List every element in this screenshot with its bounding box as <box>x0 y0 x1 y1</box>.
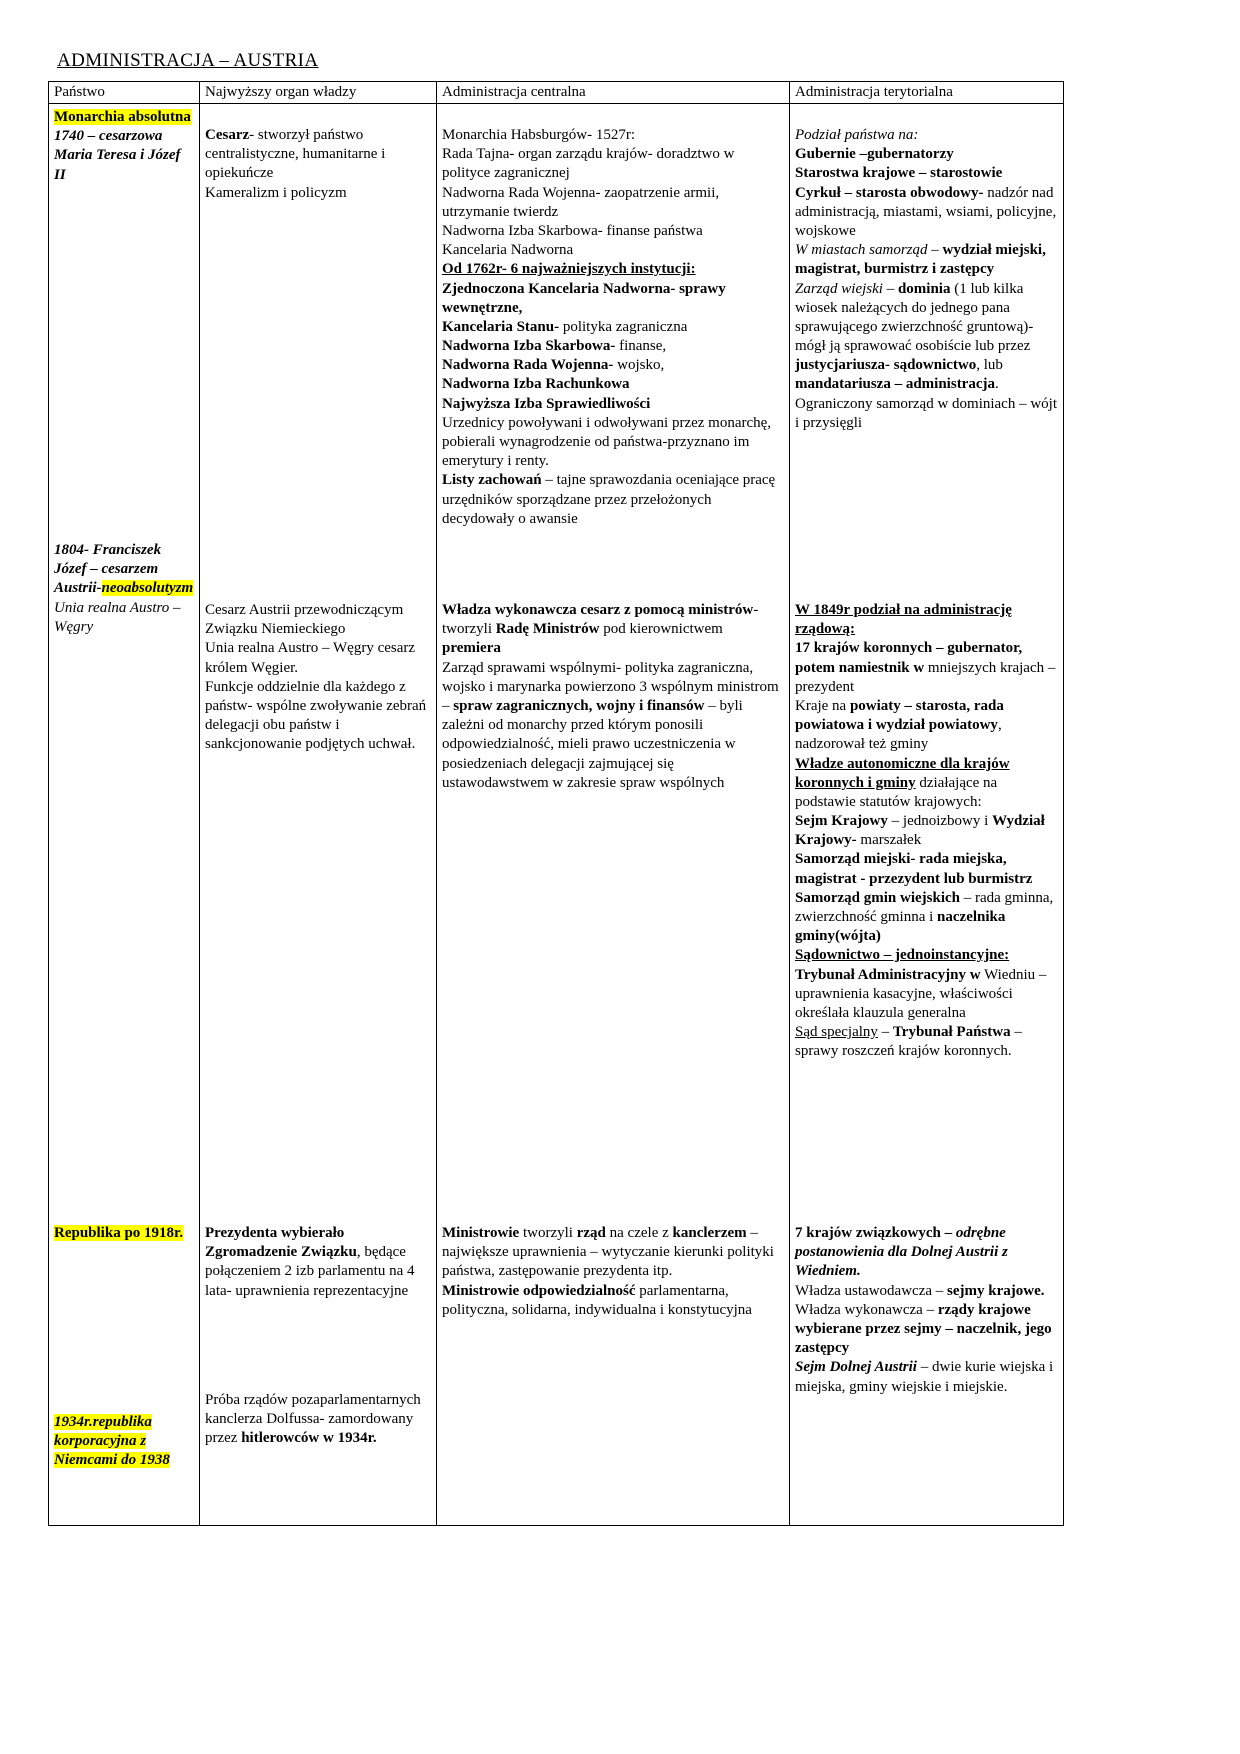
text-segment: Kancelaria Nadworna <box>442 242 574 259</box>
text-segment: – <box>927 242 943 259</box>
text-segment: Radę Ministrów <box>495 621 600 638</box>
text-segment: – <box>877 1024 893 1041</box>
text-segment: nadzór nad administracją, miastami, wsiami, policyjne, wojskowe <box>795 184 1057 239</box>
cell-panstwo-republika-korporacyjna <box>54 1413 194 1471</box>
text-segment: – <box>882 280 898 297</box>
text-segment: polityka zagraniczna <box>559 318 688 335</box>
text-segment: , nadzorował też gminy <box>795 717 1002 753</box>
cell-panstwo-neoabsolutyzm <box>54 541 194 637</box>
text-segment: Wiedniu – uprawnienia kasacyjne, właściwości określała klauzula generalna <box>795 966 1047 1021</box>
paragraph <box>54 599 194 637</box>
paragraph <box>442 395 784 414</box>
paragraph <box>795 184 1058 242</box>
text-segment: Gubernie –gubernatorzy <box>795 146 954 163</box>
paragraph <box>795 395 1058 433</box>
text-segment: hitlerowców w 1934r. <box>241 1430 377 1447</box>
text-segment: 17 krajów koronnych – gubernator, potem namiestnik w <box>795 640 1023 676</box>
paragraph <box>795 889 1058 947</box>
paragraph <box>205 601 431 639</box>
text-segment: Kancelaria Stanu- <box>442 318 560 335</box>
text-segment: parlamentarna, polityczna, solidarna, indywidualna i konstytucyjna <box>442 1282 752 1318</box>
text-segment: Zarząd wiejski <box>795 280 883 297</box>
paragraph <box>442 414 784 472</box>
paragraph <box>795 241 1058 279</box>
text-segment: – rada gminna, zwierzchność gminna i <box>795 889 1054 925</box>
text-segment: . <box>995 376 999 393</box>
cell-organ-era3 <box>205 1224 431 1301</box>
paragraph <box>54 1413 194 1471</box>
header-administracja-terytorialna: Administracja terytorialna <box>795 84 953 100</box>
text-segment: Ministrowie <box>442 1225 520 1241</box>
text-segment: kanclerzem <box>672 1225 747 1241</box>
text-segment: , lub <box>976 357 1003 374</box>
paragraph <box>795 812 1058 850</box>
text-segment: Trybunał Administracyjny w <box>795 966 981 983</box>
text-segment: Starostwa krajowe – starostowie <box>795 165 1003 182</box>
text-segment: - stworzył państwo centralistyczne, humanitarne i opiekuńcze <box>205 127 386 182</box>
text-segment: Sejm Dolnej Austrii <box>795 1359 917 1376</box>
text-segment: Prezydenta wybierało Zgromadzenie Związku <box>205 1225 357 1261</box>
text-segment: – jednoizbowy i <box>887 813 993 830</box>
column-administracja-terytorialna <box>790 104 1063 1525</box>
paragraph <box>795 946 1058 965</box>
text-segment: Ograniczony samorząd w dominiach – wójt i przysięgli <box>795 395 1058 431</box>
cell-organ-era1 <box>205 126 431 203</box>
paragraph <box>54 108 194 127</box>
text-segment: – byli zależni od monarchy przed którym ponosili odpowiedzialność, mieli prawo uczestniczenia w posiedzeniach delegacji zajmującej się ustawodawstwem w zakresie spraw wspólnych <box>442 697 743 791</box>
text-segment: Kameralizm i policyzm <box>205 184 347 201</box>
paragraph <box>442 241 784 260</box>
text-segment: Cesarz Austrii przewodniczącym Związku Niemieckiego <box>205 602 404 638</box>
paragraph <box>795 1224 1058 1282</box>
text-segment: Władze autonomiczne dla krajów koronnych i gminy <box>795 755 1010 791</box>
text-segment: mniejszych krajach – prezydent <box>795 659 1056 695</box>
paragraph <box>795 280 1058 395</box>
text-segment: Ministrowie odpowiedzialność <box>442 1282 636 1299</box>
text-segment: neoabsolutyzm <box>101 580 194 597</box>
header-administracja-centralna: Administracja centralna <box>437 82 790 103</box>
paragraph <box>442 601 784 659</box>
text-segment: Próba rządów pozaparlamentarnych kanclerza Dolfussa- zamordowany przez <box>205 1392 421 1447</box>
text-segment: Nadworna Izba Rachunkowa <box>442 376 630 393</box>
text-segment: –sprawy roszczeń krajów koronnych. <box>795 1024 1022 1060</box>
text-segment: Unia realna Austro – Węgry cesarz królem Węgier. <box>205 640 416 676</box>
header-panstwo: Państwo <box>49 82 200 103</box>
cell-panstwo-republika <box>54 1224 194 1243</box>
text-segment: Rada Tajna- organ zarządu krajów- doradztwo w polityce zagranicznej <box>442 146 735 182</box>
text-segment: 7 krajów związkowych – <box>795 1225 953 1241</box>
text-segment: – największe uprawnienia – wytyczanie kierunki polityki państwa, zastępowanie prezydenta itp. <box>442 1225 774 1280</box>
paragraph <box>54 1224 194 1243</box>
paragraph <box>795 601 1058 639</box>
page-title: ADMINISTRACJA – AUSTRIA <box>57 50 319 71</box>
text-segment: W 1849r podział na administrację rządową: <box>795 602 1012 638</box>
text-segment: Wydział Krajowy- <box>795 813 1045 849</box>
text-segment: Władza ustawodawcza – <box>795 1282 948 1299</box>
text-segment: – tajne sprawozdania oceniające pracę urzędników sporządzane przez przełożonych decydowały o awansie <box>442 472 776 527</box>
text-segment: Nadworna Izba Skarbowa- <box>442 338 616 355</box>
text-segment: spraw zagranicznych, wojny i finansów <box>453 697 705 714</box>
text-segment: 1804- Franciszek Józef – cesarzem Austrii- <box>54 542 162 597</box>
paragraph <box>442 1282 784 1320</box>
text-segment: Najwyższa Izba Sprawiedliwości <box>442 395 651 412</box>
text-segment: Unia realna Austro – Węgry <box>54 599 181 635</box>
text-segment: działające na podstawie statutów krajowych: <box>795 774 998 810</box>
paragraph <box>205 1391 431 1449</box>
text-segment: (1 lub kilka wiosek należących do jednego pana sprawującego zwierzchność gruntową)- mógł ją sprawować osobiście lub przez <box>795 280 1034 355</box>
text-segment: Kraje na <box>795 697 850 714</box>
paragraph <box>795 639 1058 697</box>
paragraph <box>442 222 784 241</box>
cell-panstwo-monarchia-absolutna <box>54 108 194 185</box>
text-segment: Zarząd sprawami wspólnymi- polityka zagraniczna, wojsko i marynarka powierzono 3 wspólnym ministrom – <box>442 659 779 714</box>
header-najwyzszy-organ: Najwyższy organ władzy <box>200 82 437 103</box>
table-header-row <box>49 82 1063 104</box>
text-segment: Monarchia absolutna <box>54 109 191 125</box>
paragraph <box>54 127 194 185</box>
text-segment: Nadworna Rada Wojenna- zaopatrzenie armii, utrzymanie twierdz <box>442 184 720 220</box>
column-najwyzszy-organ <box>200 104 437 1525</box>
paragraph <box>442 126 784 145</box>
cell-organ-era2 <box>205 601 431 755</box>
text-segment: wojsko, <box>613 357 665 374</box>
text-segment: wydział miejski, magistrat, burmistrz i zastępcy <box>795 242 1046 278</box>
text-segment: dominia <box>897 280 951 297</box>
text-segment: 1740 – cesarzowa Maria Teresa i Józef II <box>54 128 181 183</box>
text-segment: Samorząd miejski- rada miejska, magistrat - przezydent lub burmistrz <box>795 851 1033 887</box>
paragraph <box>205 639 431 677</box>
text-segment: rząd <box>576 1225 606 1241</box>
paragraph <box>205 184 431 203</box>
cell-terytorialna-era2 <box>795 601 1058 1062</box>
paragraph <box>442 318 784 337</box>
text-segment: Cesarz <box>205 127 250 143</box>
cell-organ-era3b <box>205 1391 431 1449</box>
paragraph <box>442 337 784 356</box>
text-segment: rządy krajowe wybierane przez sejmy – naczelnik, jego zastępcy <box>795 1301 1052 1357</box>
text-segment: Władza wykonawcza cesarz z pomocą ministrów <box>442 602 754 618</box>
text-segment: powiaty – starosta, rada powiatowa i wydział powiatowy <box>795 697 1004 734</box>
text-segment: Republika po 1918r. <box>54 1225 184 1241</box>
column-panstwo <box>49 104 200 1525</box>
text-segment: Urzednicy powoływani i odwoływani przez monarchę, pobierali wynagrodzenie od państwa-przyznano im emerytury i renty. <box>442 414 772 470</box>
paragraph <box>442 145 784 183</box>
text-segment: justycjariusza- sądownictwo <box>795 357 977 374</box>
text-segment: Nadworna Rada Wojenna- <box>442 357 614 374</box>
paragraph <box>442 659 784 793</box>
paragraph <box>795 755 1058 813</box>
text-segment: Funkcje oddzielnie dla każdego z państw- wspólne zwoływanie zebrań delegacji obu państw i sankcjonowanie podjętych uchwał. <box>205 678 427 753</box>
text-segment: Podział państwa na: <box>795 127 919 143</box>
paragraph <box>795 966 1058 1024</box>
paragraph <box>205 126 431 184</box>
text-segment: Sąd specjalny <box>795 1024 878 1041</box>
text-segment: na czele z <box>605 1225 673 1241</box>
text-segment: marszałek <box>856 832 922 849</box>
cell-centralna-era1 <box>442 126 784 529</box>
cell-terytorialna-era1 <box>795 126 1058 433</box>
paragraph <box>442 356 784 375</box>
text-segment: pod kierownictwem <box>599 621 723 638</box>
paragraph <box>442 1224 784 1282</box>
text-segment: – dwie kurie wiejska i miejska, gminy wiejskie i miejskie. <box>795 1359 1054 1395</box>
paragraph <box>795 145 1058 164</box>
admin-table <box>48 81 1064 1526</box>
text-segment: finanse, <box>615 338 667 355</box>
text-segment: , będące połączeniem 2 izb parlamentu na 4 lata- uprawnienia reprezentacyjne <box>205 1244 415 1299</box>
text-segment: premiera <box>442 640 501 657</box>
cell-centralna-era2 <box>442 601 784 793</box>
paragraph <box>795 1023 1058 1061</box>
paragraph <box>442 471 784 529</box>
table-body <box>49 104 1063 1525</box>
text-segment: odrębne postanowienia dla Dolnej Austrii z Wiedniem. <box>795 1225 1008 1280</box>
text-segment: W miastach samorząd <box>795 242 928 259</box>
cell-terytorialna-era3 <box>795 1224 1058 1397</box>
column-administracja-centralna <box>437 104 790 1525</box>
text-segment: Od 1762r- 6 najważniejszych instytucji: <box>442 261 696 278</box>
text-segment: sejmy krajowe. <box>947 1282 1045 1299</box>
paragraph <box>795 126 1058 145</box>
text-segment: tworzyli <box>519 1225 577 1241</box>
paragraph <box>795 1282 1058 1301</box>
paragraph <box>442 375 784 394</box>
paragraph <box>795 164 1058 183</box>
text-segment: Nadworna Izba Skarbowa- finanse państwa <box>442 222 703 239</box>
cell-centralna-era3 <box>442 1224 784 1320</box>
text-segment: - tworzyli <box>442 602 759 638</box>
text-segment: Monarchia Habsburgów- 1527r: <box>442 127 636 143</box>
text-segment: mandatariusza – administracja <box>795 376 995 393</box>
text-segment: Listy zachowań <box>442 472 542 489</box>
text-segment: Sejm Krajowy <box>795 813 888 830</box>
text-segment: Sądownictwo – jednoinstancyjne: <box>795 947 1010 964</box>
paragraph <box>795 1358 1058 1396</box>
paragraph <box>442 184 784 222</box>
paragraph <box>442 280 784 318</box>
text-segment: naczelnika gminy(wójta) <box>795 909 1006 945</box>
paragraph <box>795 697 1058 755</box>
paragraph <box>205 678 431 755</box>
paragraph <box>795 1301 1058 1359</box>
text-segment: Zjednoczona Kancelaria Nadworna- sprawy wewnętrzne, <box>442 280 726 316</box>
text-segment: Cyrkuł – starosta obwodowy- <box>795 184 984 201</box>
paragraph <box>205 1224 431 1301</box>
paragraph <box>795 850 1058 888</box>
paragraph <box>442 260 784 279</box>
text-segment: 1934r.republika korporacyjna z Niemcami do 1938 <box>54 1414 170 1469</box>
text-segment: Trybunał Państwa <box>892 1024 1011 1041</box>
text-segment: Władza wykonawcza – <box>795 1301 938 1318</box>
paragraph <box>54 541 194 599</box>
text-segment: Samorząd gmin wiejskich <box>795 889 960 906</box>
